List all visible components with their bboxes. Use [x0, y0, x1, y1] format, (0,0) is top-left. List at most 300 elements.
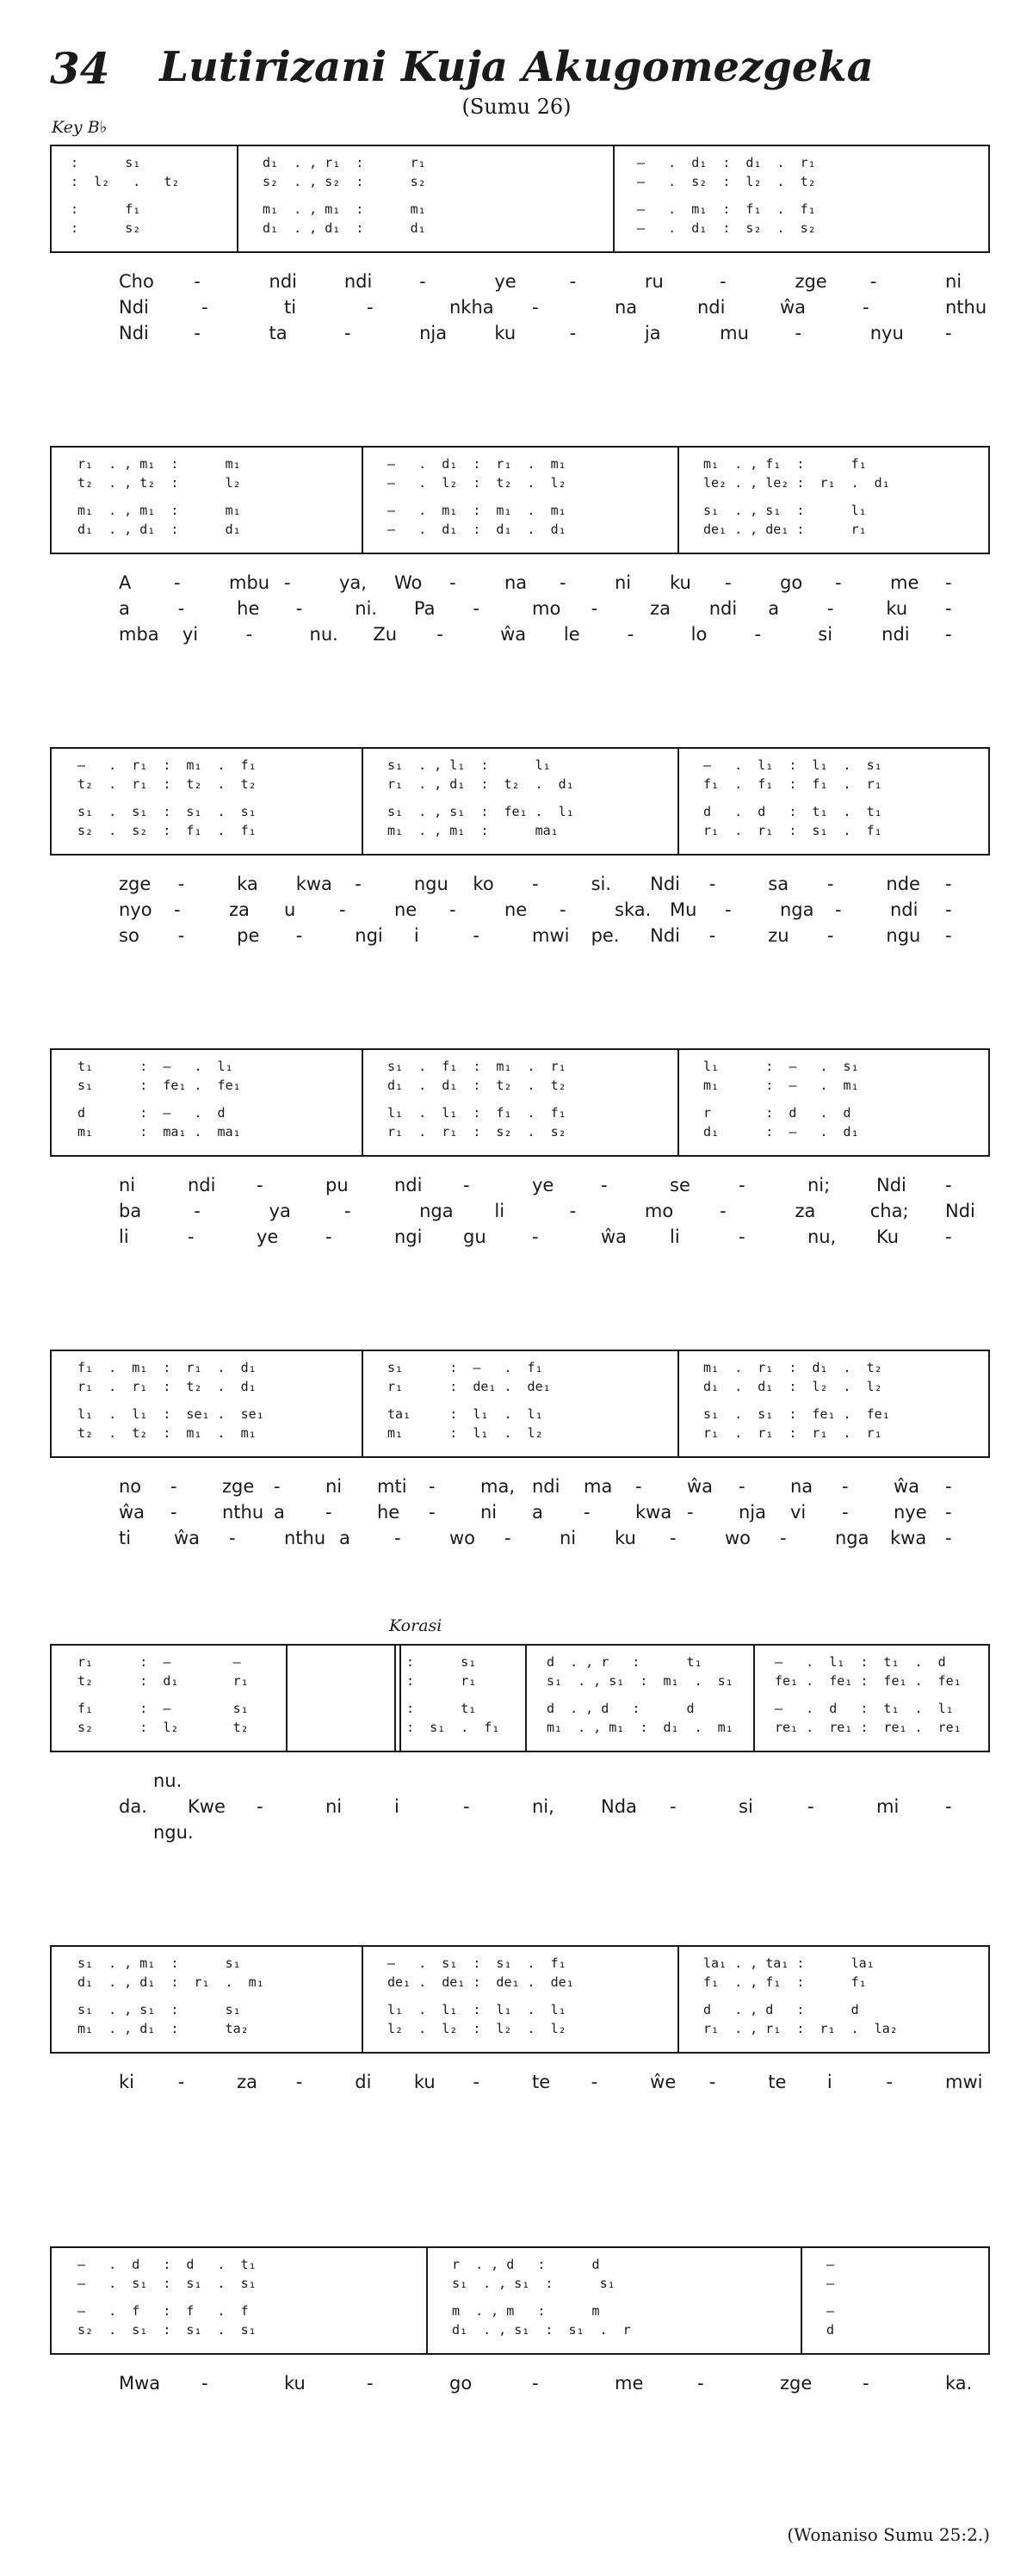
lyric-syllable: -: [257, 1796, 263, 1817]
lyric-syllable: -: [945, 598, 952, 619]
lyric-syllable: ndi: [697, 297, 726, 318]
solfa-measure: d₁ . , d₁ : d₁: [263, 220, 426, 236]
lyric-syllable: lo: [690, 624, 708, 645]
solfa-measure: r₁ . r₁ : s₂ . s₂: [387, 1124, 566, 1140]
lyric-syllable: di: [355, 2072, 372, 2092]
lyric-syllable: Ndi: [650, 925, 681, 946]
lyric-syllable: a: [768, 598, 780, 619]
solfa-measure: r₁ . r₁ : t₂ . d₁: [77, 1379, 257, 1394]
lyric-syllable: -: [886, 2072, 893, 2092]
lyric-syllable: ndi: [881, 624, 910, 645]
lyric-syllable: -: [670, 1796, 677, 1817]
solfa-measure: – . l₂ : t₂ . l₂: [387, 475, 566, 491]
voice-row: [52, 1405, 988, 1424]
chorus-label: Korasi: [389, 1616, 442, 1635]
solfa-measure: – . d₁ : d₁ . r₁: [637, 155, 816, 170]
lyric-syllable: -: [591, 2072, 598, 2092]
lyric-syllable: ye: [532, 1175, 554, 1195]
solfa-measure: d₁ . , d₁ : r₁ . m₁: [77, 1974, 264, 1990]
voice-row: [52, 2320, 988, 2339]
lyric-syllable: me: [890, 572, 919, 593]
lyric-line: [50, 1473, 990, 1499]
lyric-syllable: ku: [670, 572, 691, 593]
lyric-syllable: -: [339, 899, 346, 920]
solfa-measure: s₁ . s₁ : fe₁ . fe₁: [703, 1406, 890, 1422]
lyric-syllable: -: [601, 1175, 608, 1195]
lyric-syllable: Mu: [670, 899, 697, 920]
voice-row: [52, 1377, 988, 1396]
solfa-measure: – . d : t₁ . l₁: [775, 1701, 954, 1716]
solfa-measure: f₁ . , f₁ : f₁: [703, 1974, 867, 1990]
lyric-syllable: -: [295, 598, 303, 619]
solfa-measure: – . l₁ : l₁ . s₁: [703, 757, 882, 773]
solfa-measure: – . m₁ : f₁ . f₁: [637, 201, 816, 217]
score-box: [50, 747, 990, 856]
lyric-syllable: -: [367, 2373, 374, 2394]
lyric-syllable: ku: [413, 2072, 436, 2092]
voice-row: [52, 821, 988, 840]
voice-row: [52, 473, 988, 492]
lyric-syllable: na: [504, 572, 528, 593]
lyric-syllable: -: [532, 1226, 539, 1247]
solfa-measure: —: [826, 2303, 835, 2319]
score-box: [50, 1644, 990, 1752]
lyric-syllable: ka.: [945, 2373, 973, 2394]
lyric-syllable: ni: [325, 1476, 343, 1497]
lyric-syllable: Zu: [373, 624, 398, 645]
solfa-measure: r₁ : de₁ . de₁: [387, 1379, 551, 1394]
lyric-syllable: i: [826, 2072, 832, 2092]
solfa-measure: – . s₁ : s₁ . f₁: [387, 1955, 566, 1971]
lyric-syllable: nga: [419, 1201, 454, 1221]
lyric-syllable: nja: [739, 1502, 767, 1523]
solfa-measure: – . s₁ : s₁ . s₁: [77, 2276, 257, 2291]
lyric-line: [50, 2370, 990, 2396]
lyric-syllable: da.: [119, 1796, 147, 1817]
lyric-line: [50, 1172, 990, 1198]
lyric-syllable: Cho: [119, 271, 154, 292]
lyric-syllable: -: [229, 1528, 236, 1548]
voice-row: [52, 2000, 988, 2019]
lyric-syllable: -: [635, 1476, 642, 1497]
lyric-syllable: -: [739, 1175, 745, 1195]
solfa-measure: s₁ . , s₁ : s₁: [77, 2002, 241, 2017]
lyric-syllable: -: [945, 1528, 952, 1548]
lyric-syllable: na: [790, 1476, 813, 1497]
voice-row: [52, 775, 988, 794]
voice-row: [52, 172, 988, 191]
lyric-syllable: ki: [119, 2072, 134, 2092]
lyric-syllable: ye: [494, 271, 516, 292]
voice-row: [52, 1671, 988, 1690]
lyric-syllable: mi: [876, 1796, 900, 1817]
lyric-syllable: Ku: [876, 1226, 900, 1247]
solfa-measure: r₁ . r₁ : s₁ . f₁: [703, 823, 882, 838]
lyric-syllable: te: [532, 2072, 551, 2092]
lyric-syllable: -: [177, 874, 185, 894]
solfa-measure: d . , r : t₁: [547, 1654, 702, 1670]
solfa-measure: l₁ . l₁ : se₁ . se₁: [77, 1406, 264, 1422]
lyric-syllable: za: [237, 2072, 258, 2092]
lyric-syllable: -: [835, 572, 842, 593]
lyric-syllable: nthu: [945, 297, 987, 318]
lyric-line: [50, 596, 990, 621]
solfa-measure: r . , d : d: [452, 2257, 600, 2272]
lyric-syllable: -: [569, 271, 577, 292]
lyric-syllable: go: [780, 572, 803, 593]
lyric-syllable: ku: [284, 2373, 306, 2394]
lyric-syllable: nthu: [284, 1528, 326, 1548]
voice-row: [52, 1103, 988, 1122]
lyric-syllable: i: [413, 925, 419, 946]
lyric-syllable: -: [257, 1175, 263, 1195]
score-box: [50, 145, 990, 253]
lyric-syllable: ma: [584, 1476, 613, 1497]
solfa-measure: d₁ . d₁ : t₂ . t₂: [387, 1078, 566, 1093]
solfa-measure: – . d₁ : s₂ . s₂: [637, 220, 816, 236]
solfa-measure: – . s₂ : l₂ . t₂: [637, 174, 816, 189]
lyric-syllable: -: [584, 1502, 591, 1523]
solfa-measure: : s₁: [71, 155, 141, 170]
lyric-syllable: -: [708, 2072, 716, 2092]
solfa-measure: r₁ . r₁ : r₁ . r₁: [703, 1425, 882, 1441]
solfa-measure: r₁ . , m₁ : m₁: [77, 456, 241, 472]
lyric-syllable: -: [826, 874, 834, 894]
lyric-syllable: -: [170, 1476, 177, 1497]
lyric-syllable: ni: [119, 1175, 136, 1195]
lyric-syllable: ŵa: [500, 624, 527, 645]
lyric-syllable: -: [532, 874, 539, 894]
lyric-line: [50, 1819, 990, 1845]
lyric-syllable: ŵa: [174, 1528, 201, 1548]
lyric-syllable: ŵa: [687, 1476, 714, 1497]
lyric-syllable: wo: [449, 1528, 476, 1548]
voice-row: [52, 1424, 988, 1442]
solfa-measure: f₁ : — s₁: [77, 1701, 249, 1716]
lyric-syllable: te: [768, 2072, 787, 2092]
lyric-line: [50, 1794, 990, 1819]
solfa-measure: t₁ : – . l₁: [77, 1059, 233, 1074]
lyric-syllable: no: [119, 1476, 142, 1497]
voice-row: [52, 1358, 988, 1377]
lyric-syllable: -: [449, 572, 456, 593]
lyric-syllable: nkha: [449, 297, 494, 318]
lyric-syllable: -: [367, 297, 374, 318]
lyric-syllable: -: [842, 1476, 849, 1497]
voice-row: [52, 802, 988, 821]
score-box: [50, 1350, 990, 1458]
lyric-syllable: -: [807, 1796, 814, 1817]
lyric-syllable: a: [274, 1502, 285, 1523]
page-number: 34: [50, 43, 110, 94]
lyric-syllable: -: [627, 624, 634, 645]
lyric-syllable: -: [560, 899, 566, 920]
lyric-syllable: ni,: [532, 1796, 554, 1817]
lyric-syllable: -: [780, 1528, 787, 1548]
lyric-syllable: -: [201, 2373, 208, 2394]
lyric-syllable: -: [532, 2373, 539, 2394]
lyric-syllable: -: [177, 598, 185, 619]
voice-row: [52, 2274, 988, 2293]
key-signature: Key B♭: [52, 118, 108, 137]
lyric-syllable: cha;: [869, 1201, 909, 1221]
lyric-line: [50, 1198, 990, 1224]
voice-row: [52, 1718, 988, 1737]
solfa-measure: m₁ . , m₁ : m₁: [77, 503, 241, 518]
solfa-measure: l₁ . l₁ : f₁ . f₁: [387, 1105, 566, 1121]
solfa-measure: l₂ . l₂ : l₂ . l₂: [387, 2021, 566, 2036]
lyric-syllable: -: [945, 624, 952, 645]
hymn-title: Lutirizani Kuja Akugomezgeka: [159, 43, 874, 91]
voice-row: [52, 2255, 988, 2274]
lyric-syllable: ku: [494, 323, 516, 343]
lyric-syllable: nyu: [869, 323, 904, 343]
lyric-syllable: Pa: [413, 598, 436, 619]
score-box: [50, 1048, 990, 1157]
lyric-syllable: ja: [644, 323, 661, 343]
lyric-syllable: kwa: [635, 1502, 672, 1523]
lyric-syllable: Ndi: [119, 323, 149, 343]
lyric-syllable: -: [429, 1502, 436, 1523]
lyric-syllable: wo: [725, 1528, 752, 1548]
solfa-measure: s₁ . , s₁ : m₁ . s₁: [547, 1673, 733, 1689]
solfa-measure: s₁ : – . f₁: [387, 1360, 543, 1375]
lyric-syllable: -: [863, 297, 869, 318]
solfa-measure: de₁ . de₁ : de₁ . de₁: [387, 1974, 574, 1990]
lyric-syllable: -: [201, 297, 208, 318]
lyric-syllable: ne: [504, 899, 528, 920]
lyric-syllable: -: [945, 1226, 952, 1247]
lyric-syllable: ndi: [890, 899, 919, 920]
lyric-line: [50, 621, 990, 647]
solfa-measure: s₁ : fe₁ . fe₁: [77, 1078, 241, 1093]
lyric-syllable: ta: [269, 323, 288, 343]
solfa-measure: t₂ . , t₂ : l₂: [77, 475, 241, 491]
solfa-measure: m₁ : ma₁ . ma₁: [77, 1124, 241, 1140]
lyric-syllable: -: [720, 1201, 727, 1221]
solfa-measure: d: [826, 2322, 835, 2338]
lyric-syllable: -: [436, 624, 443, 645]
lyric-syllable: -: [194, 271, 201, 292]
lyric-syllable: ni;: [807, 1175, 831, 1195]
solfa-measure: s₂ . , s₂ : s₂: [263, 174, 426, 189]
solfa-measure: : t₁: [406, 1701, 477, 1716]
lyric-syllable: ndi: [532, 1476, 560, 1497]
lyric-syllable: so: [119, 925, 139, 946]
voice-row: [52, 1973, 988, 1992]
lyric-syllable: -: [463, 1175, 470, 1195]
lyric-syllable: -: [194, 323, 201, 343]
lyric-syllable: mbu: [229, 572, 270, 593]
solfa-measure: le₂ . , le₂ : r₁ . d₁: [703, 475, 890, 491]
lyric-syllable: i: [394, 1796, 399, 1817]
lyric-syllable: yi: [182, 624, 199, 645]
solfa-measure: m₁ . , m₁ : m₁: [263, 201, 426, 217]
lyric-syllable: -: [170, 1502, 177, 1523]
voice-row: [52, 1652, 988, 1671]
lyric-syllable: ru: [644, 271, 664, 292]
lyric-syllable: -: [720, 271, 727, 292]
solfa-measure: s₂ . s₂ : f₁ . f₁: [77, 823, 257, 838]
lyric-syllable: ŵa: [601, 1226, 628, 1247]
lyric-syllable: ndi: [343, 271, 373, 292]
lyric-line: [50, 923, 990, 948]
solfa-measure: – . m₁ : m₁ . m₁: [387, 503, 566, 518]
lyric-syllable: -: [863, 2373, 869, 2394]
lyric-line: [50, 1499, 990, 1525]
solfa-measure: d . , d : d: [703, 2002, 859, 2017]
lyric-syllable: ne: [394, 899, 418, 920]
lyric-syllable: -: [325, 1226, 332, 1247]
solfa-measure: – . f : f . f: [77, 2303, 249, 2319]
lyric-syllable: Mwa: [119, 2373, 161, 2394]
solfa-measure: – . l₁ : t₁ . d: [775, 1654, 946, 1670]
lyric-syllable: vi: [790, 1502, 807, 1523]
solfa-measure: la₁ . , ta₁ : la₁: [703, 1955, 875, 1971]
lyric-syllable: ndi: [708, 598, 738, 619]
solfa-measure: m . , m : m: [452, 2303, 600, 2319]
lyric-syllable: -: [945, 323, 952, 343]
solfa-measure: re₁ . re₁ : re₁ . re₁: [775, 1720, 962, 1735]
lyric-syllable: ndi: [394, 1175, 423, 1195]
solfa-measure: s₁ . f₁ : m₁ . r₁: [387, 1059, 566, 1074]
lyric-syllable: -: [284, 572, 291, 593]
solfa-measure: – . d₁ : r₁ . m₁: [387, 456, 566, 472]
lyric-syllable: -: [174, 572, 181, 593]
lyric-syllable: zu: [768, 925, 789, 946]
lyric-syllable: -: [945, 1476, 952, 1497]
lyric-syllable: -: [945, 1175, 952, 1195]
solfa-measure: m₁ . , m₁ : d₁ . m₁: [547, 1720, 733, 1735]
lyric-syllable: -: [591, 598, 598, 619]
solfa-measure: – . d₁ : d₁ . d₁: [387, 522, 566, 537]
lyric-syllable: si: [739, 1796, 753, 1817]
lyric-syllable: -: [355, 874, 362, 894]
lyric-syllable: ya: [269, 1201, 291, 1221]
lyric-syllable: -: [560, 572, 566, 593]
lyric-syllable: mu: [720, 323, 749, 343]
lyric-syllable: -: [739, 1226, 745, 1247]
lyric-syllable: nde: [886, 874, 920, 894]
solfa-measure: s₁ . , l₁ : l₁: [387, 757, 551, 773]
lyric-syllable: ni: [480, 1502, 498, 1523]
solfa-measure: m₁ . , f₁ : f₁: [703, 456, 867, 472]
lyric-syllable: nga: [835, 1528, 869, 1548]
lyric-syllable: ku: [886, 598, 908, 619]
lyric-line: [50, 294, 990, 320]
lyric-syllable: ko: [473, 874, 494, 894]
lyric-syllable: ka: [237, 874, 258, 894]
lyric-syllable: mwi: [532, 925, 570, 946]
lyric-syllable: ti: [284, 297, 297, 318]
lyric-line: [50, 897, 990, 923]
lyric-syllable: Ndi: [650, 874, 681, 894]
lyric-syllable: mo: [532, 598, 561, 619]
lyric-syllable: ni: [560, 1528, 577, 1548]
voice-row: [52, 2019, 988, 2038]
score-box: [50, 2246, 990, 2355]
lyric-syllable: Kwe: [188, 1796, 226, 1817]
solfa-measure: : s₂: [71, 220, 141, 236]
solfa-measure: de₁ . , de₁ : r₁: [703, 522, 867, 537]
lyric-line: [50, 570, 990, 596]
solfa-measure: r₁ . , d₁ : t₂ . d₁: [387, 776, 574, 792]
lyric-syllable: ŵa: [119, 1502, 145, 1523]
lyric-syllable: -: [945, 874, 952, 894]
lyric-syllable: se: [670, 1175, 690, 1195]
hymn-subtitle: (Sumu 26): [461, 95, 572, 119]
lyric-syllable: mti: [377, 1476, 407, 1497]
solfa-measure: d₁ : – . d₁: [703, 1124, 859, 1140]
lyric-line: [50, 1525, 990, 1551]
lyric-syllable: mo: [644, 1201, 674, 1221]
voice-row: [52, 153, 988, 172]
lyric-syllable: -: [532, 297, 539, 318]
lyric-syllable: -: [295, 925, 303, 946]
score-box: [50, 1945, 990, 2054]
voice-row: [52, 1057, 988, 1076]
lyric-syllable: -: [670, 1528, 677, 1548]
lyric-syllable: he: [377, 1502, 400, 1523]
lyric-syllable: ngu: [413, 874, 448, 894]
lyric-syllable: pe.: [591, 925, 620, 946]
voice-row: [52, 2301, 988, 2320]
lyric-syllable: -: [177, 2072, 185, 2092]
lyric-syllable: na: [615, 297, 638, 318]
lyric-syllable: mba: [119, 624, 159, 645]
lyric-line: [50, 1768, 990, 1794]
lyric-syllable: -: [945, 899, 952, 920]
solfa-measure: m₁ . , d₁ : ta₂: [77, 2021, 249, 2036]
lyric-syllable: Ndi: [119, 297, 149, 318]
lyric-syllable: a: [119, 598, 130, 619]
solfa-measure: : s₁ . f₁: [406, 1720, 500, 1735]
lyric-syllable: -: [945, 572, 952, 593]
lyric-syllable: nu,: [807, 1226, 837, 1247]
lyric-syllable: -: [174, 899, 181, 920]
footnote: (Wonaniso Sumu 25:2.): [787, 2524, 990, 2545]
solfa-measure: l₁ . l₁ : l₁ . l₁: [387, 2002, 566, 2017]
solfa-measure: s₂ : l₂ t₂: [77, 1720, 249, 1735]
solfa-measure: s₁ . , s₁ : fe₁ . l₁: [387, 804, 574, 819]
solfa-measure: d₁ . , s₁ : s₁ . r: [452, 2322, 631, 2338]
lyric-syllable: ni: [615, 572, 632, 593]
solfa-measure: d . d : t₁ . t₁: [703, 804, 882, 819]
lyric-syllable: ŵa: [780, 297, 807, 318]
solfa-measure: t₂ . t₂ : m₁ . m₁: [77, 1425, 257, 1441]
lyric-syllable: kwa: [890, 1528, 927, 1548]
lyric-syllable: -: [835, 899, 842, 920]
lyric-syllable: -: [795, 323, 802, 343]
lyric-syllable: -: [708, 874, 716, 894]
lyric-syllable: -: [945, 925, 952, 946]
solfa-measure: : f₁: [71, 201, 141, 217]
solfa-measure: —: [826, 2276, 835, 2291]
lyric-syllable: Ndi: [945, 1201, 975, 1221]
lyric-line: [50, 269, 990, 294]
lyric-syllable: ma,: [480, 1476, 516, 1497]
solfa-measure: s₁ . , s₁ : l₁: [703, 503, 867, 518]
lyric-syllable: -: [869, 271, 877, 292]
solfa-measure: s₂ . s₁ : s₁ . s₁: [77, 2322, 257, 2338]
lyric-syllable: -: [754, 624, 762, 645]
lyric-syllable: nthu: [222, 1502, 264, 1523]
voice-row: [52, 1122, 988, 1141]
lyric-syllable: -: [687, 1502, 694, 1523]
lyric-syllable: -: [725, 572, 732, 593]
voice-row: [52, 219, 988, 238]
lyric-syllable: me: [615, 2373, 644, 2394]
